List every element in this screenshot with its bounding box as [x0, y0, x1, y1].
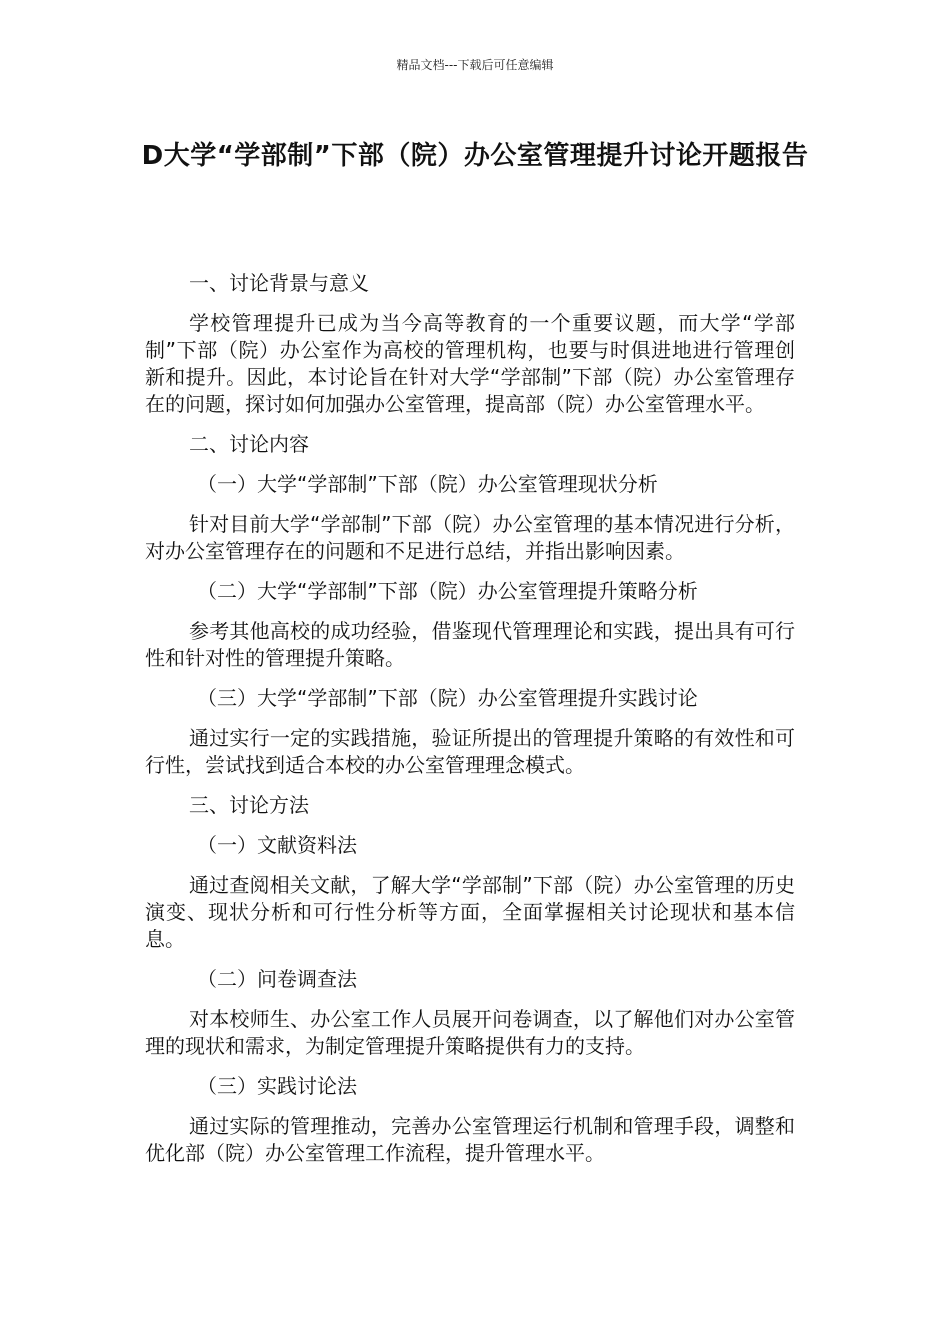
subheading-1: （一）大学“学部制”下部（院）办公室管理现状分析 — [197, 472, 658, 496]
paragraph-practice-method: 通过实际的管理推动，完善办公室管理运行机制和管理手段，调整和优化部（院）办公室管理工作流程，提升管理水平。 — [145, 1114, 795, 1165]
document-body — [145, 270, 795, 1180]
paragraph-current-analysis: 针对目前大学“学部制”下部（院）办公室管理的基本情况进行分析，对办公室管理存在的问题和不足进行总结，并指出影响因素。 — [145, 512, 795, 563]
section-heading-2: 二、讨论内容 — [189, 432, 309, 456]
paragraph-strategy: 参考其他高校的成功经验，借鉴现代管理理论和实践，提出具有可行性和针对性的管理提升策略。 — [145, 619, 795, 670]
paragraph-survey: 对本校师生、办公室工作人员展开问卷调查，以了解他们对办公室管理的现状和需求，为制定管理提升策略提供有力的支持。 — [145, 1007, 795, 1058]
subheading-3: （三）大学“学部制”下部（院）办公室管理提升实践讨论 — [197, 686, 698, 710]
section-heading-1: 一、讨论背景与意义 — [189, 271, 369, 295]
subheading-method-3: （三）实践讨论法 — [197, 1074, 357, 1098]
paragraph-practice: 通过实行一定的实践措施，验证所提出的管理提升策略的有效性和可行性，尝试找到适合本校的办公室管理理念模式。 — [145, 726, 795, 777]
subheading-method-1: （一）文献资料法 — [197, 833, 357, 857]
paragraph-literature: 通过查阅相关文献，了解大学“学部制”下部（院）办公室管理的历史演变、现状分析和可行性分析等方面，全面掌握相关讨论现状和基本信息。 — [145, 873, 795, 951]
section-heading-3: 三、讨论方法 — [189, 793, 309, 817]
paragraph-background: 学校管理提升已成为当今高等教育的一个重要议题，而大学“学部制”下部（院）办公室作为高校的管理机构，也要与时俱进地进行管理创新和提升。因此，本讨论旨在针对大学“学部制”下部（院）办公室管理存在的问题，探讨如何加强办公室管理，提高部（院）办公室管理水平。 — [145, 311, 795, 416]
document-title: D大学“学部制”下部（院）办公室管理提升讨论开题报告 — [141, 141, 809, 171]
subheading-method-2: （二）问卷调查法 — [197, 967, 357, 991]
subheading-2: （二）大学“学部制”下部（院）办公室管理提升策略分析 — [197, 579, 698, 603]
header-note: 精品文档---下载后可任意编辑 — [396, 58, 554, 72]
